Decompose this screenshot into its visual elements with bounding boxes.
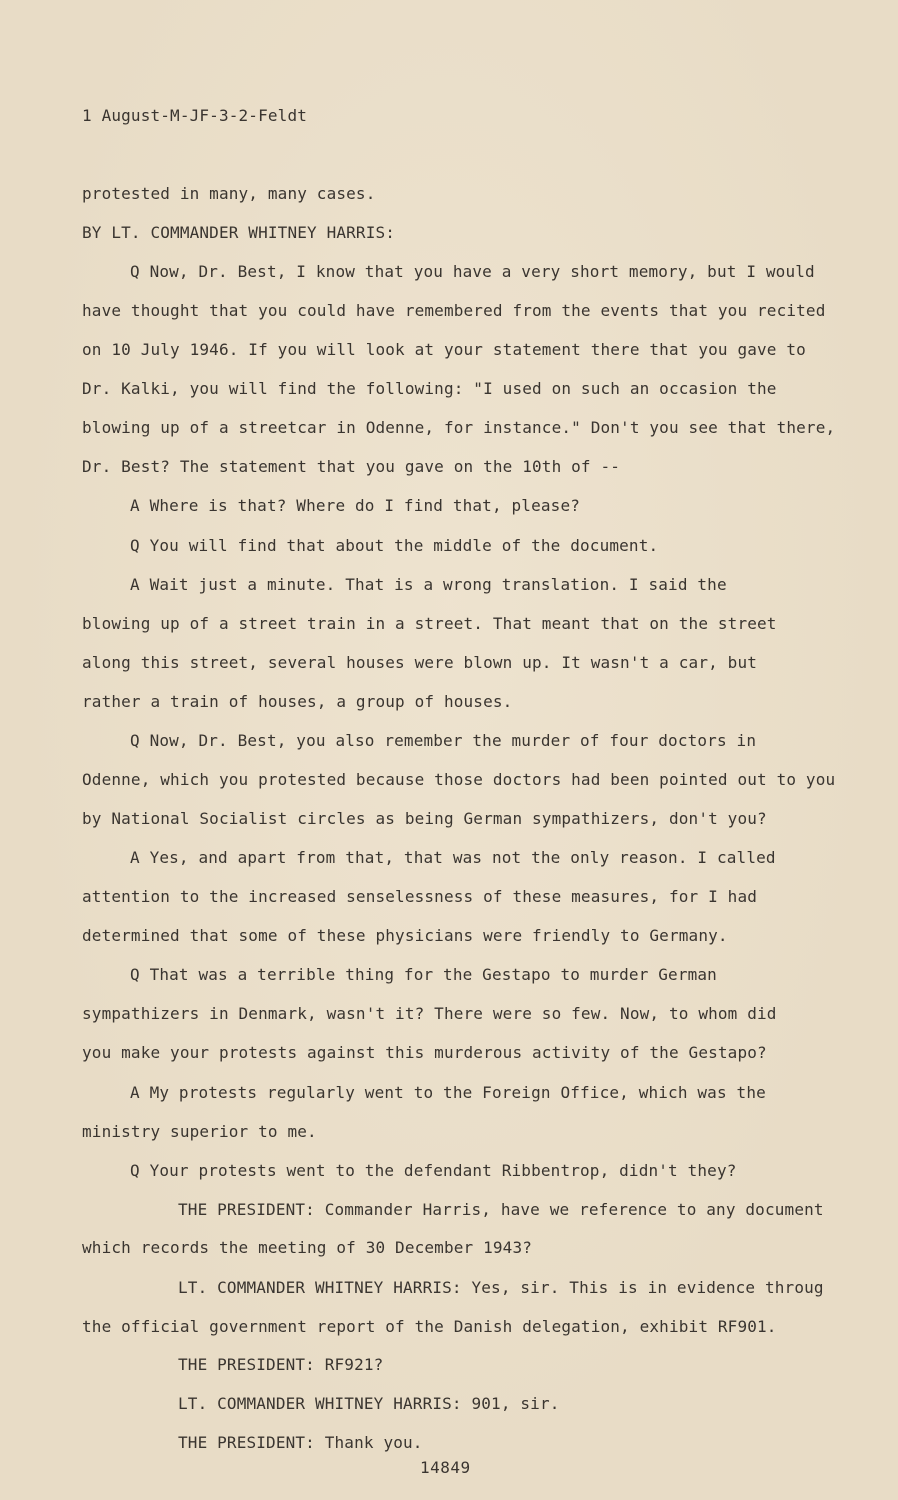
transcript-line: Dr. Best? The statement that you gave on the 10th of --	[82, 457, 621, 476]
transcript-line: sympathizers in Denmark, wasn't it? There were so few. Now, to whom did	[82, 1004, 777, 1023]
transcript-line: THE PRESIDENT: Commander Harris, have we reference to any document	[178, 1200, 824, 1219]
transcript-line: protested in many, many cases.	[82, 184, 376, 203]
transcript-line: Dr. Kalki, you will find the following: "I used on such an occasion the	[82, 379, 777, 398]
document-header: 1 August-M-JF-3-2-Feldt	[82, 106, 308, 125]
transcript-line: LT. COMMANDER WHITNEY HARRIS: Yes, sir. This is in evidence throug	[178, 1278, 824, 1297]
transcript-line: you make your protests against this murderous activity of the Gestapo?	[82, 1043, 767, 1062]
transcript-line: A Where is that? Where do I find that, please?	[130, 496, 581, 515]
transcript-line: rather a train of houses, a group of houses.	[82, 692, 513, 711]
transcript-line: which records the meeting of 30 December 1943?	[82, 1238, 533, 1257]
transcript-line: determined that some of these physicians were friendly to Germany.	[82, 926, 728, 945]
transcript-line: BY LT. COMMANDER WHITNEY HARRIS:	[82, 223, 396, 242]
transcript-line: Q Your protests went to the defendant Ribbentrop, didn't they?	[130, 1161, 737, 1180]
transcript-line: on 10 July 1946. If you will look at your statement there that you gave to	[82, 340, 806, 359]
transcript-line: the official government report of the Danish delegation, exhibit RF901.	[82, 1317, 777, 1336]
transcript-line: blowing up of a streetcar in Odenne, for instance." Don't you see that there,	[82, 418, 836, 437]
transcript-line: ministry superior to me.	[82, 1122, 317, 1141]
transcript-line: Q You will find that about the middle of the document.	[130, 536, 659, 555]
transcript-line: Q Now, Dr. Best, you also remember the murder of four doctors in	[130, 731, 757, 750]
transcript-line: A My protests regularly went to the Foreign Office, which was the	[130, 1083, 766, 1102]
transcript-line: along this street, several houses were blown up. It wasn't a car, but	[82, 653, 758, 672]
transcript-line: A Yes, and apart from that, that was not the only reason. I called	[130, 848, 776, 867]
transcript-line: by National Socialist circles as being German sympathizers, don't you?	[82, 809, 767, 828]
transcript-line: THE PRESIDENT: RF921?	[178, 1355, 384, 1374]
transcript-line: Q Now, Dr. Best, I know that you have a very short memory, but I would	[130, 262, 815, 281]
transcript-line: THE PRESIDENT: Thank you.	[178, 1433, 423, 1452]
transcript-line: Odenne, which you protested because those doctors had been pointed out to you	[82, 770, 836, 789]
transcript-line: A Wait just a minute. That is a wrong translation. I said the	[130, 575, 727, 594]
transcript-line: Q That was a terrible thing for the Gestapo to murder German	[130, 965, 717, 984]
transcript-line: have thought that you could have remembered from the events that you recited	[82, 301, 826, 320]
transcript-line: blowing up of a street train in a street. That meant that on the street	[82, 614, 777, 633]
transcript-line: attention to the increased senselessness of these measures, for I had	[82, 887, 758, 906]
page-number: 14849	[420, 1458, 471, 1477]
transcript-line: LT. COMMANDER WHITNEY HARRIS: 901, sir.	[178, 1394, 560, 1413]
